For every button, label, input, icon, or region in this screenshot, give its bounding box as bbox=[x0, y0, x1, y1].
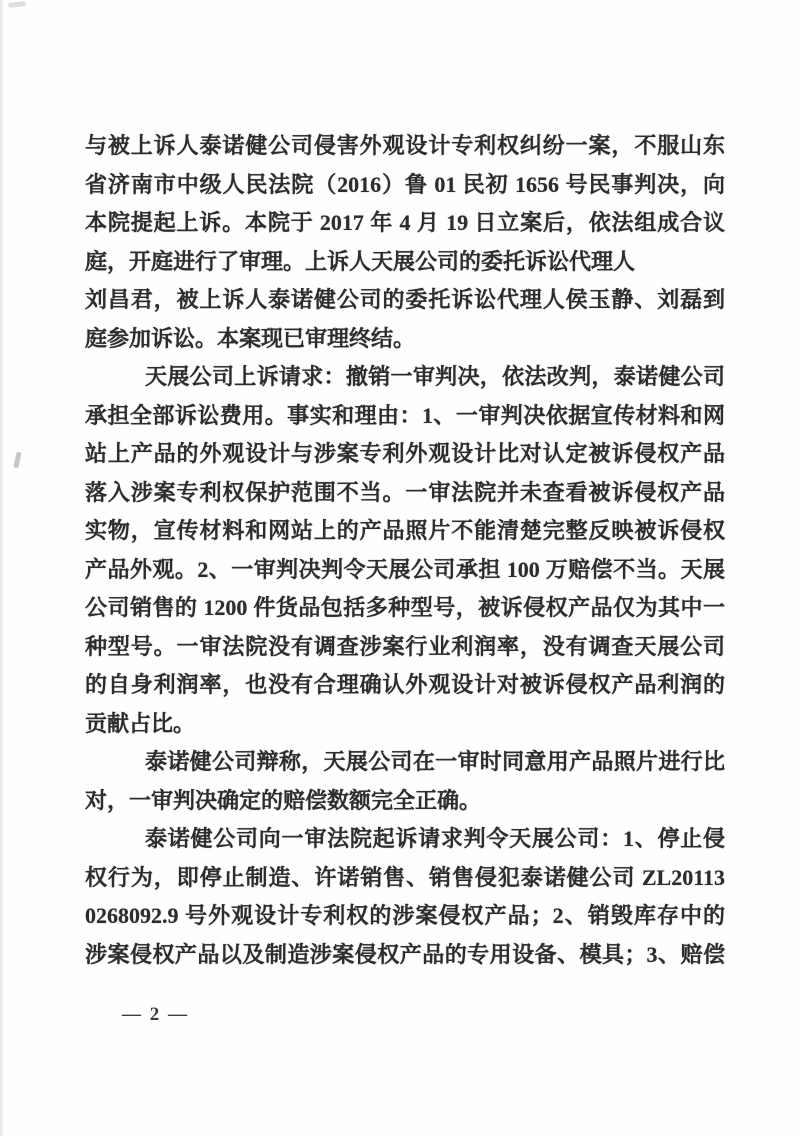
text-line: 落入涉案专利权保护范围不当。一审法院并未查看被诉侵权产品 bbox=[85, 479, 725, 505]
text-line: 实物，宣传材料和网站上的产品照片不能清楚完整反映被诉侵权 bbox=[85, 518, 725, 543]
text-line: 的自身利润率，也没有合理确认外观设计对被诉侵权产品利润的 bbox=[85, 672, 725, 697]
text-line: 站上产品的外观设计与涉案专利外观设计比对认定被诉侵权产品 bbox=[85, 441, 725, 466]
text-line: 产品外观。2、一审判决判令天展公司承担 100 万赔偿不当。天展 bbox=[85, 556, 725, 582]
text-line: 涉案侵权产品以及制造涉案侵权产品的专用设备、模具；3、赔偿 bbox=[85, 941, 725, 967]
text-line: 公司销售的 1200 件货品包括多种型号，被诉侵权产品仅为其中一 bbox=[85, 595, 725, 620]
scan-edge-shadow bbox=[0, 0, 4, 1136]
text-line: 庭，开庭进行了审理。上诉人天展公司的委托诉讼代理人 bbox=[85, 248, 636, 274]
scan-artifact-speck bbox=[8, 1, 26, 8]
judgment-text-body bbox=[85, 127, 725, 974]
scan-artifact-tick bbox=[13, 452, 21, 469]
text-line: 种型号。一审法院没有调查涉案行业利润率，没有调查天展公司 bbox=[85, 633, 725, 659]
text-line: 天展公司上诉请求：撤销一审判决，依法改判，泰诺健公司 bbox=[145, 364, 725, 389]
text-line: 泰诺健公司向一审法院起诉请求判令天展公司：1、停止侵 bbox=[145, 826, 725, 851]
text-line: 本院提起上诉。本院于 2017 年 4 月 19 日立案后，依法组成合议 bbox=[85, 210, 725, 235]
text-line: 刘昌君，被上诉人泰诺健公司的委托诉讼代理人侯玉静、刘磊到 bbox=[85, 287, 725, 312]
text-line: 承担全部诉讼费用。事实和理由：1、一审判决依据宣传材料和网 bbox=[85, 402, 725, 428]
text-line: 与被上诉人泰诺健公司侵害外观设计专利权纠纷一案，不服山东 bbox=[85, 133, 725, 158]
text-line: 对，一审判决确定的赔偿数额完全正确。 bbox=[85, 787, 482, 813]
text-line: 省济南市中级人民法院（2016）鲁 01 民初 1656 号民事判决，向 bbox=[85, 171, 725, 197]
text-line: 庭参加诉讼。本案现已审理终结。 bbox=[85, 325, 416, 351]
text-line: 贡献占比。 bbox=[85, 710, 196, 736]
text-line: 0268092.9 号外观设计专利权的涉案侵权产品；2、销毁库存中的 bbox=[85, 903, 725, 928]
page-number: — 2 — bbox=[122, 1004, 189, 1025]
text-line: 泰诺健公司辩称，天展公司在一审时同意用产品照片进行比 bbox=[145, 749, 725, 774]
text-line: 权行为，即停止制造、许诺销售、销售侵犯泰诺健公司 ZL20113 bbox=[85, 864, 725, 890]
